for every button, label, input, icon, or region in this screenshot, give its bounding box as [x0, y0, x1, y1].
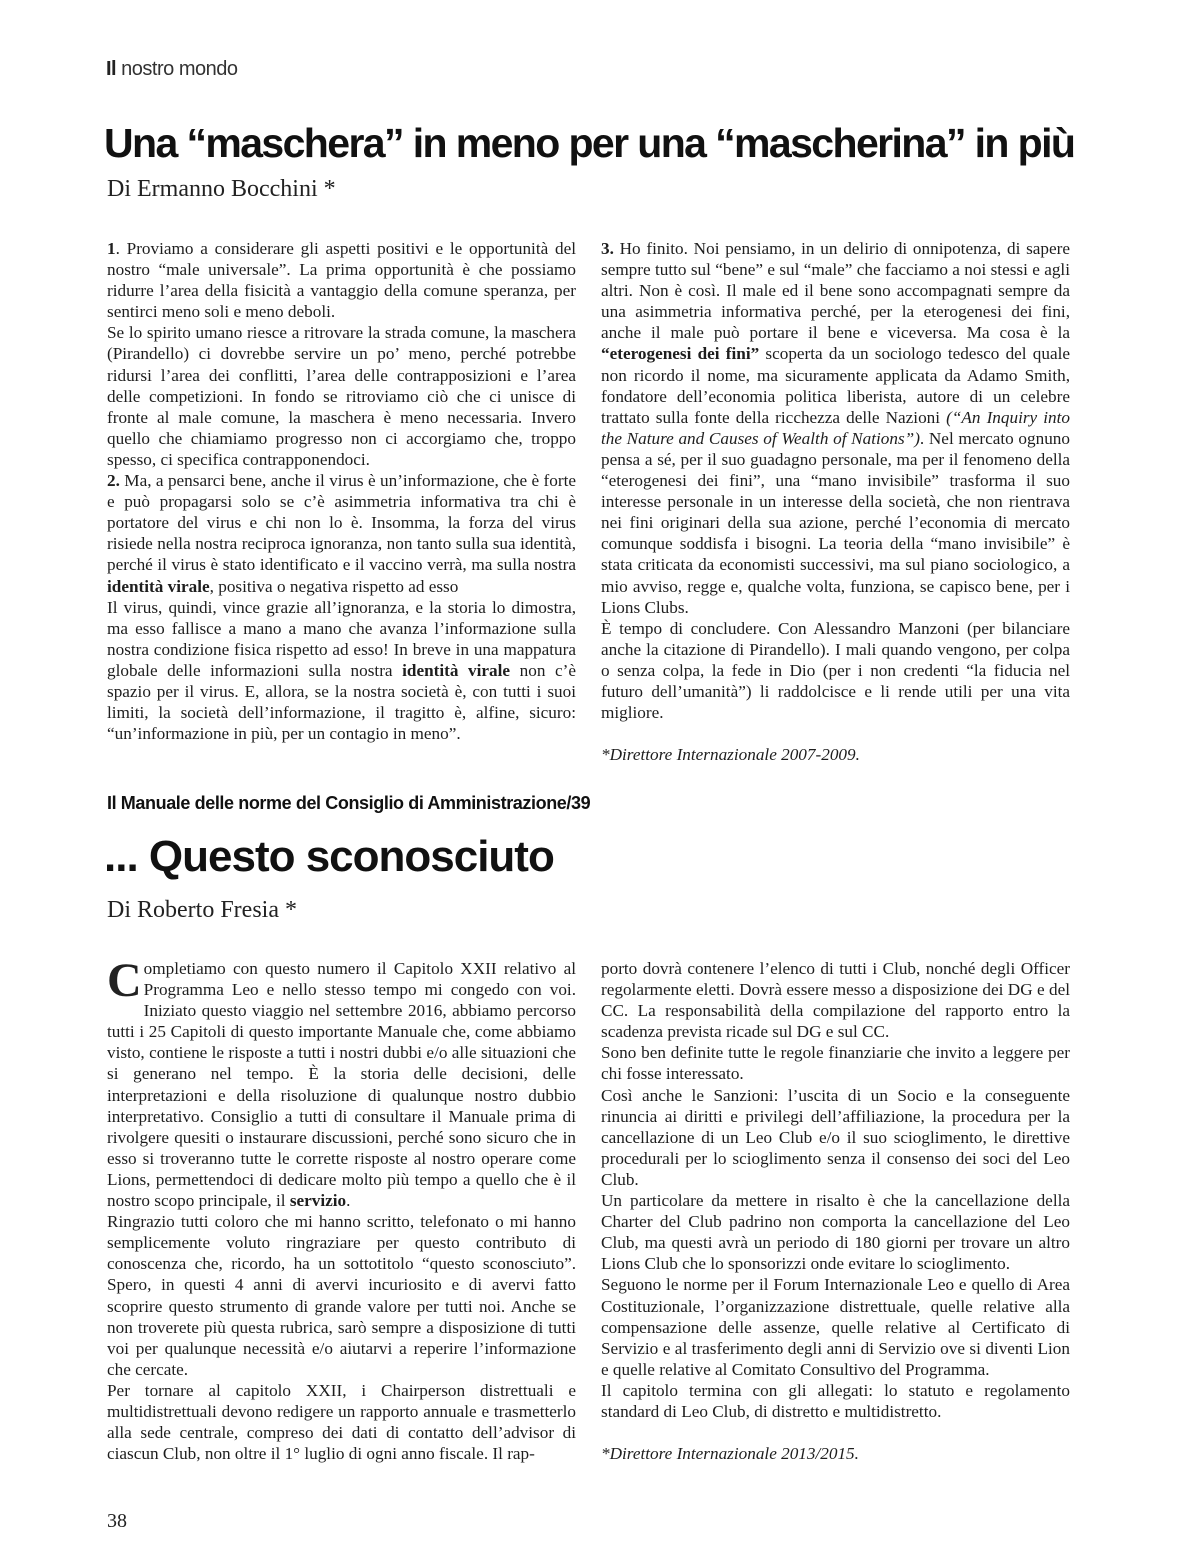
- article1-paragraph: È tempo di concludere. Con Alessandro Manzoni (per bilanciare anche la citazione di Pirandello). I mali quando vengono, per colpa o senza colpa, la fede in Dio (per i non credenti “la fiducia nel futuro dell’umanità”) li raddolcisce e li rende utili per una vita migliore.: [601, 618, 1070, 723]
- paragraph-text: . Nel mercato ognuno pensa a sé, per il suo guadagno personale, ma per il fenomeno della “eterogenesi dei fini”, una “mano invisibile” trasforma il suo interesse personale in un interesse della società, che non rientrava nei fini originari della sua azione, perché l’economia di mercato comunque soddisfa i bisogni. La teoria della “mano invisibile” è stata criticata da economisti successivi, ma sul piano sociologico, a mio avviso, regge e, qualche volta, funziona, se capisco bene, per i Lions Clubs.: [601, 428, 1070, 617]
- paragraph-text: . Proviamo a considerare gli aspetti positivi e le opportunità del nostro “male universale”. La prima opportunità è che possiamo ridurre l’area della fisicità a vantaggio della comune speranza, per sentirci meno soli e meno deboli.: [107, 239, 576, 322]
- article2-paragraph: [107, 954, 576, 1211]
- article1-right-column: [601, 238, 1070, 765]
- section-label: [106, 58, 237, 81]
- paragraph-text: scoperta da un sociologo tedesco del quale non ricordo il nome, ma sicuramente applicata da Adamo Smith, fondatore dell’economia politica liberista, autore di un celebre trattato sulla fonte della ricchezza delle Nazioni: [601, 344, 1071, 427]
- section-label-initial: Il: [106, 58, 117, 80]
- article2-paragraph: Per tornare al capitolo XXII, i Chairperson distrettuali e multidistrettuali devono redigere un rapporto annuale e trasmetterlo alla sede centrale, compreso dei dati di contatto dell’advisor di ciascun Club, non oltre il 1° luglio di ogni anno fiscale. Il rap-: [107, 1380, 576, 1464]
- paragraph-text: Ho finito. Noi pensiamo, in un delirio di onnipotenza, di sapere sempre tutto sul “bene” e sul “male” che facciamo a noi stessi e agli altri. Non è così. Il male ed il bene sono accompagnati sempre da una asimmetria informativa perché, per la eterogenesi dei fini, anche il male può portare il bene e viceversa. Ma cosa è la: [601, 239, 1070, 343]
- article2-paragraph: Seguono le norme per il Forum Internazionale Leo e quello di Area Costituzionale, l’organizzazione distrettuale, quelle relative alla compensazione delle assenze, quelle relative al Certificato di Servizio e al trasferimento degli anni di Servizio ove si diventi Lion e quelle relative al Comitato Consultivo del Programma.: [601, 1275, 1070, 1379]
- article1-byline: Di Ermanno Bocchini *: [107, 176, 336, 202]
- article2-title: ... Questo sconosciuto: [104, 832, 554, 881]
- article2-paragraph: Il capitolo termina con gli allegati: lo statuto e regolamento standard di Leo Club, di distretto e multidistretto.: [601, 1380, 1070, 1421]
- article2-subhead: Il Manuale delle norme del Consiglio di Amministrazione/39: [107, 793, 591, 813]
- paragraph-number: 3.: [601, 239, 614, 258]
- bold-phrase: “eterogenesi dei fini”: [601, 344, 760, 364]
- paragraph-text: , positiva o negativa rispetto ad esso: [209, 576, 459, 596]
- italic-phrase: (“An Inquiry into the Nature and Causes of Wealth of Nations”): [601, 407, 1071, 448]
- article1-paragraph: [107, 470, 576, 597]
- article2-paragraph: Ringrazio tutti coloro che mi hanno scritto, telefonato o mi hanno semplicemente voluto ringraziare per questo contributo di conoscenza che, ricordo, ha un sottotitolo “questo sconosciuto”. Spero, in questi 4 anni di avervi incuriosito e di avervi fatto scoprire questo strumento di grande valore per tutti noi. Anche se non troverete più questa rubrica, sarò sempre a disposizione di tutti voi per qualunque necessità e/o aiutarvi a reperire l’informazione che cercate.: [107, 1212, 576, 1379]
- article1-paragraph: [107, 238, 576, 322]
- paragraph-text: Ma, a pensarci bene, anche il virus è un’informazione, che è forte e può propagarsi solo se c’è asimmetria informativa tra chi è portatore del virus e chi non lo è. Insomma, la forza del virus risiede nella nostra reciproca ignoranza, non tanto sulla sua identità, perché il virus è stato identificato e il vaccino verrà, ma sulla nostra: [107, 471, 576, 575]
- article2-paragraph: porto dovrà contenere l’elenco di tutti i Club, nonché degli Officer regolarmente eletti. Dovrà essere messo a disposizione dei DG e del CC. La responsabilità della compilazione del rapporto entro la scadenza prevista ricade sul DG e sul CC.: [601, 959, 1070, 1042]
- article1-paragraph: [107, 597, 576, 745]
- page-number: 38: [107, 1510, 127, 1532]
- paragraph-text: non c’è spazio per il virus. E, allora, se la nostra società è, con tutti i suoi limiti, la società dell’informazione, il tragitto è, alfine, sicuro: “un’informazione in più, per un contagio in meno”.: [107, 660, 576, 744]
- article1-paragraph: Se lo spirito umano riesce a ritrovare la strada comune, la maschera (Pirandello) ci dovrebbe servire un po’ meno, perché potrebbe ridursi l’area dei conflitti, l’area delle contrapposizioni e l’area delle competizioni. In fondo se ritroviamo ciò che ci unisce di fronte al male comune, la maschera è meno necessaria. Invero quello che chiamiamo progresso non ci accorgiamo che, troppo spesso, ci specifica contrapponendoci.: [107, 323, 576, 469]
- paragraph-text: .: [346, 1191, 351, 1211]
- section-label-text: nostro mondo: [116, 58, 238, 80]
- article2-paragraph: Un particolare da mettere in risalto è che la cancellazione della Charter del Club padrino non comporta la cancellazione del Leo Club, ma questi avrà un periodo di 180 giorni per trovare un altro Lions Club che lo sponsorizzi onde evitare lo scioglimento.: [601, 1191, 1070, 1274]
- article2-paragraph: Sono ben definite tutte le regole finanziarie che invito a leggere per chi fosse interessato.: [601, 1043, 1070, 1084]
- article1-left-column: [107, 238, 576, 744]
- article1-title: Una “maschera” in meno per una “mascherina” in più: [104, 120, 1075, 166]
- article2-right-column: [601, 958, 1070, 1464]
- bold-phrase: servizio: [289, 1191, 347, 1211]
- paragraph-text: Il virus, quindi, vince grazie all’ignoranza, e la storia lo dimostra, ma esso fallisce a mano a mano che avanza l’informazione sulla nostra condizione fisica rispetto ad esso! In breve in una mappatura globale delle informazioni sulla nostra: [107, 597, 576, 680]
- paragraph-number: 1: [107, 239, 116, 258]
- article1-author-note: *Direttore Internazionale 2007-2009.: [601, 745, 860, 765]
- bold-phrase: identità virale: [107, 576, 210, 596]
- article1-paragraph: [601, 238, 1070, 618]
- drop-cap: C: [107, 954, 142, 1007]
- article2-byline: Di Roberto Fresia *: [107, 897, 297, 923]
- paragraph-text: ompletiamo con questo numero il Capitolo XXII relativo al Programma Leo e nello stesso tempo mi congedo con voi. Iniziato questo viaggio nel settembre 2016, abbiamo percorso tutti i 25 Capitoli di questo importante Manuale che, come abbiamo visto, contiene le risposte a tutti i nostri dubbi e/o alle situazioni che si generano nel tempo. È la storia delle decisioni, delle interpretazioni e della risoluzione di qualunque nostro dubbio interpretativo. Consiglio a tutti di consultare il Manuale prima di rivolgere quesiti o instaurare discussioni, perché sono sicuro che in esso si troveranno tutte le corrette risposte al nostro operare come Lions, permettendoci di dedicare molto più tempo a quello che è il nostro scopo principale, il: [107, 959, 576, 1211]
- bold-phrase: identità virale: [402, 660, 511, 680]
- paragraph-number: 2.: [107, 471, 120, 491]
- article2-left-column: [107, 954, 576, 1464]
- article2-paragraph: Così anche le Sanzioni: l’uscita di un Socio e la conseguente rinuncia ai diritti e privilegi dell’affiliazione, la procedura per la cancellazione di un Leo Club e/o il suo scioglimento, le direttive procedurali per lo scioglimento senza il consenso dei soci del Leo Club.: [601, 1085, 1070, 1189]
- article2-author-note: *Direttore Internazionale 2013/2015.: [601, 1444, 859, 1464]
